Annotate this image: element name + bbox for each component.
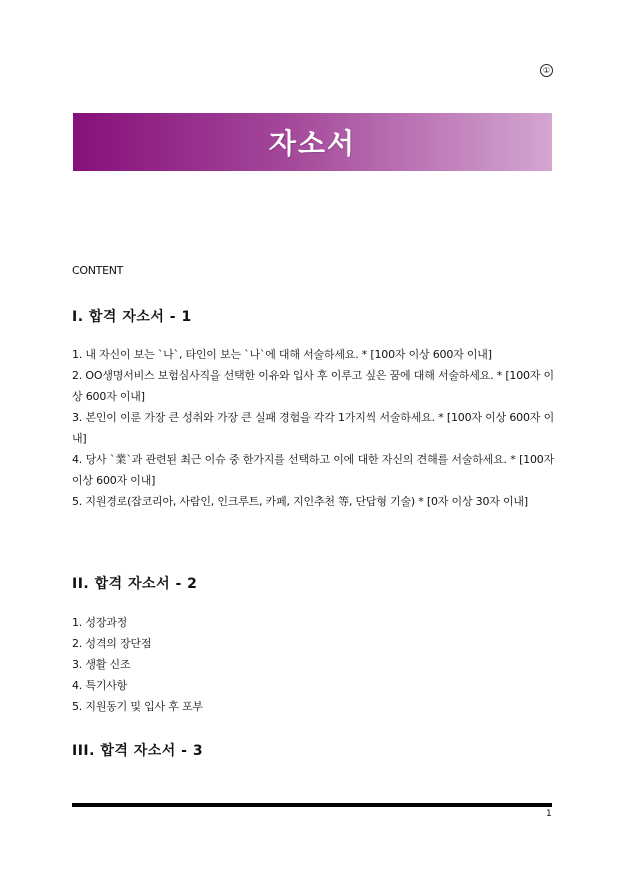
- section-heading-3: III. 합격 자소서 - 3: [72, 743, 204, 759]
- section-heading-1: I. 합격 자소서 - 1: [72, 309, 192, 325]
- section-2-list: [72, 612, 554, 717]
- list-item: 3. 생활 신조: [72, 658, 131, 671]
- list-item: 5. 지원동기 및 입사 후 포부: [72, 700, 203, 713]
- section-heading-2: II. 합격 자소서 - 2: [72, 576, 198, 592]
- page-marker: ①: [540, 64, 553, 77]
- list-item: 5. 지원경로(잡코리아, 사람인, 인크루트, 카페, 지인추천 等, 단답형 기술) * [0자 이상 30자 이내]: [72, 495, 528, 508]
- list-item: 1. 성장과정: [72, 616, 128, 629]
- list-item: 4. 특기사항: [72, 679, 128, 692]
- section-1-list: [72, 344, 554, 512]
- list-item: 3. 본인이 이룬 가장 큰 성취와 가장 큰 실패 경험을 각각 1가지씩 서술하세요. * [100자 이상 600자 이내]: [72, 411, 554, 445]
- document-title: 자소서: [268, 127, 357, 160]
- page-number: 1: [546, 809, 552, 819]
- list-item: 4. 당사 `業`과 관련된 최근 이슈 중 한가지를 선택하고 이에 대한 자신의 견해를 서술하세요. * [100자 이상 600자 이내]: [72, 453, 554, 487]
- list-item: 2. OO생명서비스 보험심사직을 선택한 이유와 입사 후 이루고 싶은 꿈에 대해 서술하세요. * [100자 이상 600자 이내]: [72, 369, 554, 403]
- title-banner: [73, 113, 552, 171]
- contents-label: CONTENT: [72, 264, 124, 277]
- list-item: 1. 내 자신이 보는 `나`, 타인이 보는 `나`에 대해 서술하세요. * [100자 이상 600자 이내]: [72, 348, 492, 361]
- footer-divider: [72, 803, 552, 807]
- list-item: 2. 성격의 장단점: [72, 637, 152, 650]
